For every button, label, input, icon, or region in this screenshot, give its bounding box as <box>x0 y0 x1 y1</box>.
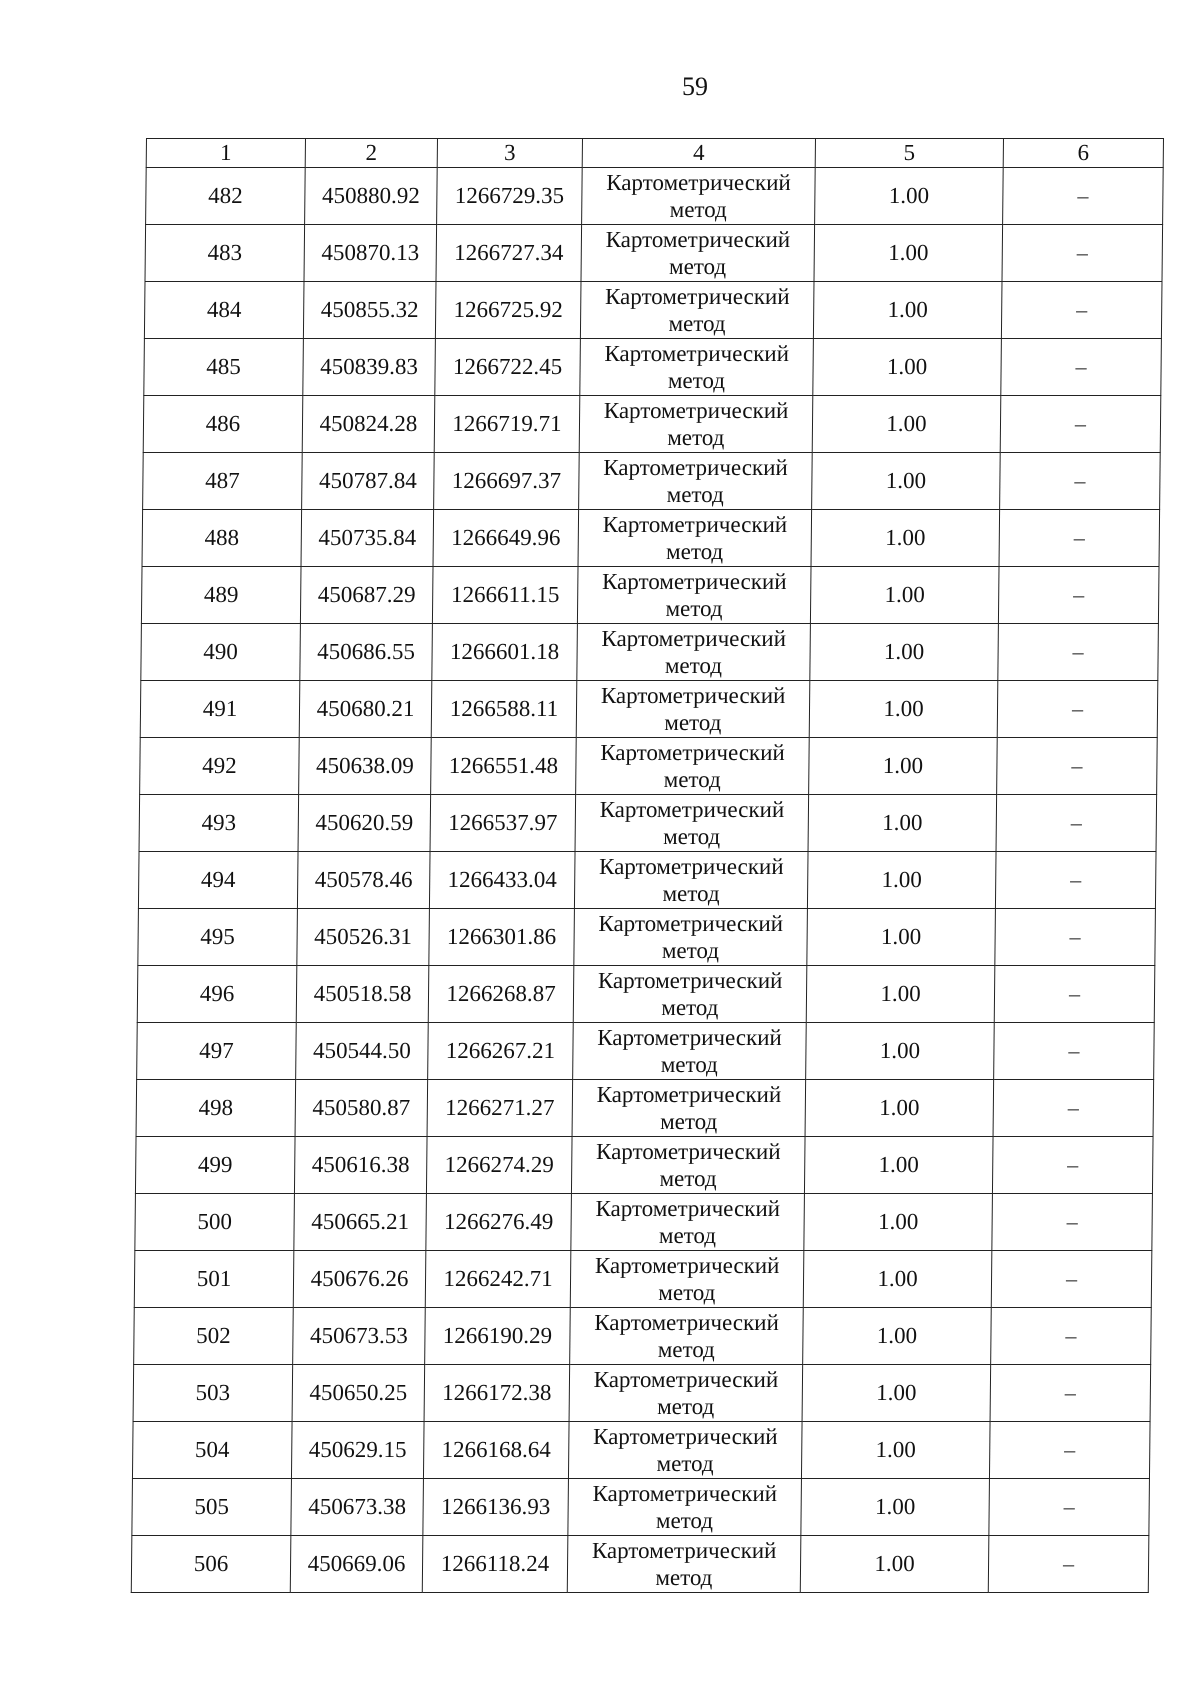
note-cell: – <box>992 1137 1153 1194</box>
point-number-cell: 492 <box>140 738 300 795</box>
accuracy-cell: 1.00 <box>807 909 996 966</box>
accuracy-cell: 1.00 <box>808 795 997 852</box>
note-cell: – <box>989 1422 1150 1479</box>
method-line-1: Картометрический <box>597 1025 782 1050</box>
note-cell: – <box>999 510 1160 567</box>
column-header: 1 <box>146 139 305 168</box>
method-line-1: Картометрический <box>600 683 786 708</box>
y-coordinate-cell: 1266190.29 <box>425 1308 571 1365</box>
table-row <box>132 1479 1150 1536</box>
table-row <box>137 1023 1155 1080</box>
method-line-1: Картометрический <box>599 797 785 822</box>
x-coordinate-cell: 450787.84 <box>302 453 435 510</box>
point-number-cell: 503 <box>133 1365 293 1422</box>
column-header: 4 <box>582 139 815 168</box>
method-line-1: Картометрический <box>604 341 790 366</box>
table-row <box>131 1536 1149 1593</box>
x-coordinate-cell: 450673.38 <box>291 1479 424 1536</box>
method-line-1: Картометрический <box>598 911 784 936</box>
note-cell: – <box>992 1194 1153 1251</box>
table-row <box>135 1194 1153 1251</box>
accuracy-cell: 1.00 <box>805 1080 994 1137</box>
method-line-1: Картометрический <box>605 227 791 252</box>
method-line-2: метод <box>661 995 719 1020</box>
table-row <box>138 852 1156 909</box>
table-row <box>143 396 1161 453</box>
method-cell <box>571 1137 805 1194</box>
accuracy-cell: 1.00 <box>809 738 998 795</box>
point-number-cell: 484 <box>144 282 304 339</box>
x-coordinate-cell: 450680.21 <box>299 681 432 738</box>
method-line-2: метод <box>656 1451 714 1476</box>
accuracy-cell: 1.00 <box>806 1023 995 1080</box>
y-coordinate-cell: 1266118.24 <box>422 1536 568 1593</box>
y-coordinate-cell: 1266588.11 <box>431 681 577 738</box>
x-coordinate-cell: 450686.55 <box>300 624 433 681</box>
y-coordinate-cell: 1266168.64 <box>423 1422 569 1479</box>
y-coordinate-cell: 1266433.04 <box>429 852 575 909</box>
y-coordinate-cell: 1266537.97 <box>430 795 576 852</box>
method-cell <box>569 1365 803 1422</box>
accuracy-cell: 1.00 <box>804 1194 993 1251</box>
method-line-2: метод <box>667 425 725 450</box>
method-line-1: Картометрический <box>600 740 785 765</box>
y-coordinate-cell: 1266649.96 <box>433 510 579 567</box>
x-coordinate-cell: 450665.21 <box>294 1194 427 1251</box>
method-cell <box>570 1308 804 1365</box>
method-line-1: Картометрический <box>606 170 791 195</box>
method-cell <box>579 453 813 510</box>
method-line-1: Картометрический <box>601 569 787 594</box>
note-cell: – <box>997 681 1158 738</box>
point-number-cell: 490 <box>141 624 301 681</box>
note-cell: – <box>989 1479 1150 1536</box>
table-row <box>142 510 1160 567</box>
note-cell: – <box>1000 396 1161 453</box>
point-number-cell: 483 <box>145 225 305 282</box>
x-coordinate-cell: 450824.28 <box>302 396 435 453</box>
method-cell <box>573 966 807 1023</box>
point-number-cell: 506 <box>131 1536 291 1593</box>
y-coordinate-cell: 1266551.48 <box>431 738 577 795</box>
x-coordinate-cell: 450735.84 <box>301 510 434 567</box>
point-number-cell: 485 <box>144 339 304 396</box>
accuracy-cell: 1.00 <box>807 852 996 909</box>
note-cell: – <box>990 1365 1151 1422</box>
method-line-1: Картометрический <box>594 1310 779 1335</box>
note-cell: – <box>994 966 1155 1023</box>
point-number-cell: 502 <box>134 1308 294 1365</box>
x-coordinate-cell: 450518.58 <box>296 966 429 1023</box>
table-row <box>134 1251 1152 1308</box>
table-row <box>134 1308 1152 1365</box>
note-cell: – <box>993 1080 1154 1137</box>
y-coordinate-cell: 1266727.34 <box>436 225 582 282</box>
table-row <box>141 624 1159 681</box>
table-row <box>140 681 1158 738</box>
accuracy-cell: 1.00 <box>815 168 1004 225</box>
table-row <box>144 339 1162 396</box>
method-line-1: Картометрический <box>604 284 790 309</box>
method-cell <box>577 624 811 681</box>
method-line-2: метод <box>659 1166 717 1191</box>
note-cell: – <box>997 738 1158 795</box>
accuracy-cell: 1.00 <box>809 681 998 738</box>
page-number: 59 <box>682 72 708 101</box>
method-line-1: Картометрический <box>603 398 789 423</box>
x-coordinate-cell: 450580.87 <box>295 1080 428 1137</box>
table-header-row <box>146 139 1163 168</box>
point-number-cell: 486 <box>143 396 303 453</box>
x-coordinate-cell: 450669.06 <box>290 1536 423 1593</box>
method-line-2: метод <box>657 1337 715 1362</box>
note-cell: – <box>996 795 1157 852</box>
note-cell: – <box>995 909 1156 966</box>
x-coordinate-cell: 450839.83 <box>303 339 436 396</box>
method-line-2: метод <box>668 311 726 336</box>
x-coordinate-cell: 450870.13 <box>304 225 437 282</box>
y-coordinate-cell: 1266697.37 <box>434 453 580 510</box>
x-coordinate-cell: 450629.15 <box>291 1422 424 1479</box>
method-cell <box>574 909 808 966</box>
method-line-1: Картометрический <box>598 854 784 879</box>
method-cell <box>568 1422 802 1479</box>
method-line-2: метод <box>666 482 724 507</box>
method-cell <box>571 1194 805 1251</box>
coordinates-table <box>131 138 1164 1593</box>
accuracy-cell: 1.00 <box>811 510 1000 567</box>
table-row <box>145 225 1163 282</box>
table-row <box>135 1137 1153 1194</box>
note-cell: – <box>991 1251 1152 1308</box>
column-header: 2 <box>305 139 437 168</box>
method-line-2: метод <box>660 1109 718 1134</box>
method-cell <box>573 1023 807 1080</box>
point-number-cell: 494 <box>138 852 298 909</box>
y-coordinate-cell: 1266268.87 <box>428 966 574 1023</box>
table-row <box>144 282 1162 339</box>
note-cell: – <box>988 1536 1149 1593</box>
table-row <box>139 795 1157 852</box>
accuracy-cell: 1.00 <box>801 1422 990 1479</box>
method-line-1: Картометрический <box>595 1139 781 1164</box>
x-coordinate-cell: 450620.59 <box>298 795 431 852</box>
note-cell: – <box>1003 168 1164 225</box>
table-row <box>141 567 1159 624</box>
y-coordinate-cell: 1266729.35 <box>437 168 583 225</box>
method-line-2: метод <box>660 1052 718 1077</box>
accuracy-cell: 1.00 <box>814 225 1003 282</box>
x-coordinate-cell: 450673.53 <box>293 1308 426 1365</box>
method-line-2: метод <box>665 596 723 621</box>
method-cell <box>577 567 811 624</box>
point-number-cell: 493 <box>139 795 299 852</box>
x-coordinate-cell: 450638.09 <box>299 738 432 795</box>
column-header: 6 <box>1003 139 1163 168</box>
method-cell <box>575 795 809 852</box>
method-cell <box>570 1251 804 1308</box>
x-coordinate-cell: 450687.29 <box>300 567 433 624</box>
point-number-cell: 491 <box>140 681 300 738</box>
method-cell <box>582 168 816 225</box>
y-coordinate-cell: 1266611.15 <box>432 567 578 624</box>
method-line-1: Картометрический <box>592 1481 778 1506</box>
method-line-1: Картометрический <box>601 626 787 651</box>
method-line-1: Картометрический <box>603 455 788 480</box>
method-line-2: метод <box>667 368 726 393</box>
table-row <box>136 1080 1154 1137</box>
method-line-2: метод <box>657 1394 715 1419</box>
x-coordinate-cell: 450650.25 <box>292 1365 425 1422</box>
method-line-1: Картометрический <box>593 1367 779 1392</box>
y-coordinate-cell: 1266274.29 <box>426 1137 572 1194</box>
y-coordinate-cell: 1266719.71 <box>434 396 580 453</box>
point-number-cell: 482 <box>146 168 306 225</box>
note-cell: – <box>1001 282 1162 339</box>
x-coordinate-cell: 450578.46 <box>297 852 430 909</box>
method-cell <box>580 282 814 339</box>
y-coordinate-cell: 1266267.21 <box>428 1023 574 1080</box>
table-row <box>140 738 1158 795</box>
x-coordinate-cell: 450855.32 <box>303 282 436 339</box>
method-line-2: метод <box>655 1565 713 1590</box>
point-number-cell: 498 <box>136 1080 296 1137</box>
method-line-1: Картометрический <box>602 512 788 537</box>
point-number-cell: 487 <box>143 453 303 510</box>
x-coordinate-cell: 450544.50 <box>296 1023 429 1080</box>
point-number-cell: 500 <box>135 1194 295 1251</box>
method-line-2: метод <box>669 197 727 222</box>
method-line-1: Картометрический <box>596 1082 782 1107</box>
table-row <box>137 966 1155 1023</box>
x-coordinate-cell: 450526.31 <box>297 909 430 966</box>
method-cell <box>579 396 813 453</box>
method-cell <box>567 1536 801 1593</box>
y-coordinate-cell: 1266172.38 <box>424 1365 570 1422</box>
accuracy-cell: 1.00 <box>810 567 999 624</box>
point-number-cell: 488 <box>142 510 302 567</box>
x-coordinate-cell: 450616.38 <box>294 1137 427 1194</box>
point-number-cell: 505 <box>132 1479 292 1536</box>
accuracy-cell: 1.00 <box>802 1365 991 1422</box>
y-coordinate-cell: 1266242.71 <box>425 1251 571 1308</box>
method-line-2: метод <box>664 653 723 678</box>
table-row <box>146 168 1164 225</box>
method-cell <box>572 1080 806 1137</box>
x-coordinate-cell: 450676.26 <box>293 1251 426 1308</box>
accuracy-cell: 1.00 <box>806 966 995 1023</box>
note-cell: – <box>994 1023 1155 1080</box>
y-coordinate-cell: 1266276.49 <box>426 1194 572 1251</box>
y-coordinate-cell: 1266722.45 <box>435 339 581 396</box>
accuracy-cell: 1.00 <box>812 396 1001 453</box>
method-cell <box>576 681 810 738</box>
method-cell <box>578 510 812 567</box>
method-cell <box>574 852 808 909</box>
method-cell <box>576 738 810 795</box>
method-line-2: метод <box>668 254 727 279</box>
method-line-1: Картометрический <box>594 1253 780 1278</box>
point-number-cell: 499 <box>135 1137 295 1194</box>
method-cell <box>580 339 814 396</box>
y-coordinate-cell: 1266136.93 <box>423 1479 569 1536</box>
note-cell: – <box>1001 339 1162 396</box>
note-cell: – <box>991 1308 1152 1365</box>
accuracy-cell: 1.00 <box>800 1536 989 1593</box>
method-line-1: Картометрический <box>591 1538 777 1563</box>
method-line-2: метод <box>663 767 721 792</box>
table-row <box>138 909 1156 966</box>
method-line-1: Картометрический <box>595 1196 781 1221</box>
accuracy-cell: 1.00 <box>813 282 1002 339</box>
note-cell: – <box>998 624 1159 681</box>
accuracy-cell: 1.00 <box>804 1137 993 1194</box>
y-coordinate-cell: 1266601.18 <box>432 624 578 681</box>
method-line-2: метод <box>661 938 720 963</box>
accuracy-cell: 1.00 <box>810 624 999 681</box>
method-line-2: метод <box>663 824 721 849</box>
y-coordinate-cell: 1266271.27 <box>427 1080 573 1137</box>
note-cell: – <box>998 567 1159 624</box>
accuracy-cell: 1.00 <box>801 1479 990 1536</box>
accuracy-cell: 1.00 <box>803 1308 992 1365</box>
table-row <box>132 1422 1150 1479</box>
note-cell: – <box>995 852 1156 909</box>
table-row <box>133 1365 1151 1422</box>
method-line-2: метод <box>662 881 720 906</box>
x-coordinate-cell: 450880.92 <box>305 168 438 225</box>
note-cell: – <box>1000 453 1161 510</box>
table-body <box>131 168 1163 1593</box>
point-number-cell: 489 <box>141 567 301 624</box>
method-line-2: метод <box>658 1280 716 1305</box>
y-coordinate-cell: 1266301.86 <box>429 909 575 966</box>
accuracy-cell: 1.00 <box>813 339 1002 396</box>
method-line-2: метод <box>658 1223 717 1248</box>
method-line-2: метод <box>655 1508 714 1533</box>
method-cell <box>581 225 815 282</box>
method-cell <box>568 1479 802 1536</box>
accuracy-cell: 1.00 <box>803 1251 992 1308</box>
method-line-2: метод <box>664 710 722 735</box>
y-coordinate-cell: 1266725.92 <box>435 282 581 339</box>
point-number-cell: 504 <box>132 1422 292 1479</box>
column-header: 5 <box>815 139 1003 168</box>
method-line-1: Картометрический <box>593 1424 778 1449</box>
point-number-cell: 495 <box>138 909 298 966</box>
point-number-cell: 501 <box>134 1251 294 1308</box>
method-line-2: метод <box>666 539 724 564</box>
note-cell: – <box>1002 225 1163 282</box>
table-row <box>143 453 1161 510</box>
point-number-cell: 496 <box>137 966 297 1023</box>
accuracy-cell: 1.00 <box>812 453 1001 510</box>
column-header: 3 <box>437 139 582 168</box>
point-number-cell: 497 <box>137 1023 297 1080</box>
method-line-1: Картометрический <box>597 968 783 993</box>
